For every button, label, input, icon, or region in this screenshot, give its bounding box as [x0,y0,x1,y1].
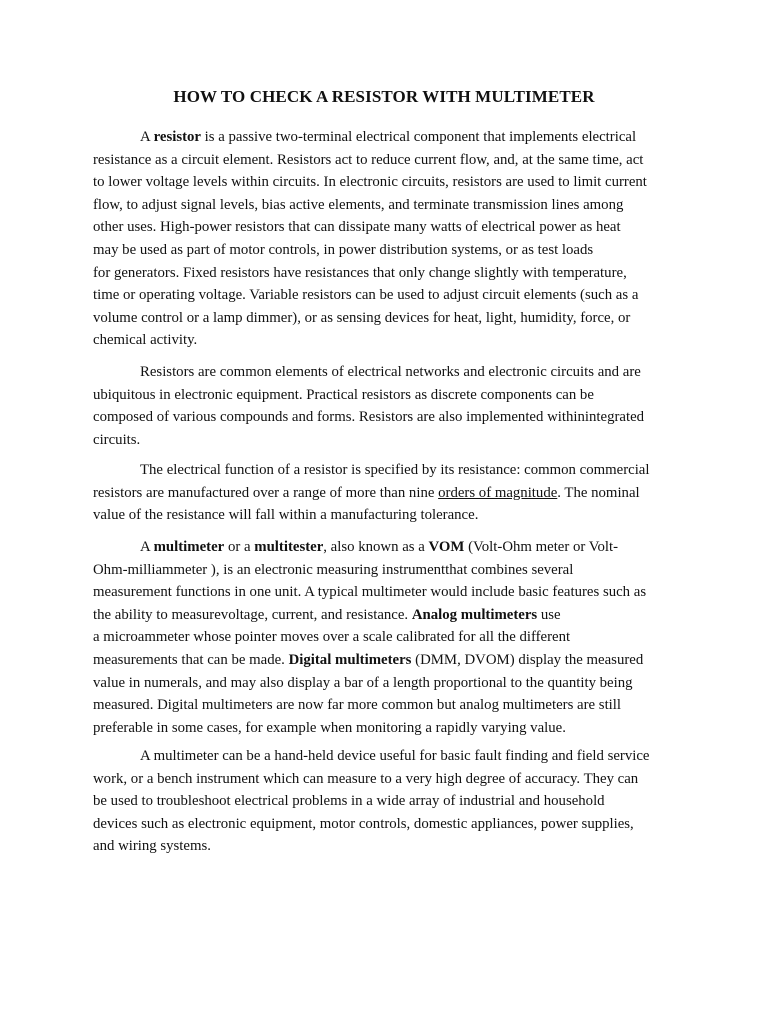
text-line: for generators. Fixed resistors have resistances that only change slightly with temperature, [93,264,627,281]
orders-of-magnitude-link[interactable]: orders of magnitude [438,484,558,501]
text-line: A resistor is a passive two-terminal electrical component that implements electrical [140,129,637,145]
text-line: measured. Digital multimeters are now far more common but analog multimeters are still [93,697,622,714]
bold-term-multitester: multitester [254,539,324,555]
text-line: ubiquitous in electronic equipment. Practical resistors as discrete components can be [93,386,594,403]
paragraph-multimeter-definition [93,536,683,739]
bold-term-analog-multimeters: Analog multimeters [411,606,538,623]
paragraph-multimeter-usage [93,745,683,858]
text-line: chemical activity. [93,332,198,349]
text-line: a microammeter whose pointer moves over a scale calibrated for all the different [93,629,571,646]
text-line: measurements that can be made. Digital multimeters (DMM, DVOM) display the measured [93,651,644,668]
paragraph-resistor-definition [93,126,683,352]
bold-term-digital-multimeters: Digital multimeters [288,651,412,668]
text-line: work, or a bench instrument which can measure to a very high degree of accuracy. They can [93,770,639,787]
text-line: A multimeter or a multitester, also known as a VOM (Volt-Ohm meter or Volt- [140,539,619,555]
bold-term-resistor: resistor [153,129,201,145]
text-line: be used to troubleshoot electrical problems in a wide array of industrial and household [93,793,605,810]
text-line: measurement functions in one unit. A typical multimeter would include basic features such as [93,584,647,601]
paragraph-resistor-usage [93,361,683,451]
bold-term-multimeter: multimeter [153,539,225,555]
text-line: value in numerals, and may also display a bar of a length proportional to the quantity being [93,674,633,691]
text-line: A multimeter can be a hand-held device useful for basic fault finding and field service [140,748,650,764]
text-line: time or operating voltage. Variable resistors can be used to adjust circuit elements (such as a [93,287,639,304]
text-line: composed of various compounds and forms. Resistors are also implemented withinintegrated [93,409,645,426]
text-line: The electrical function of a resistor is specified by its resistance: common commercial [140,462,650,478]
text-line: and wiring systems. [93,838,211,855]
text-line: volume control or a lamp dimmer), or as sensing devices for heat, light, humidity, force, or [93,309,631,326]
text-line: to lower voltage levels within circuits. In electronic circuits, resistors are used to limit current [93,174,647,191]
text-line: may be used as part of motor controls, in power distribution systems, or as test loads [93,241,594,258]
page-title: HOW TO CHECK A RESISTOR WITH MULTIMETER [173,87,595,106]
paragraph-resistor-function [93,459,683,527]
text-line: the ability to measurevoltage, current, and resistance. Analog multimeters use [93,606,561,623]
text-line: preferable in some cases, for example when monitoring a rapidly varying value. [93,719,566,736]
text-line: Resistors are common elements of electrical networks and electronic circuits and are [140,364,641,380]
text-line: other uses. High-power resistors that can dissipate many watts of electrical power as heat [93,219,621,236]
text-line: Ohm-milliammeter ), is an electronic measuring instrumentthat combines several [93,561,574,578]
text-line: circuits. [93,431,141,448]
text-line: devices such as electronic equipment, motor controls, domestic appliances, power supplies, [93,815,634,832]
text-line: value of the resistance will fall within a manufacturing tolerance. [93,507,479,524]
text-line: resistors are manufactured over a range of more than nine orders of magnitude. The nominal [93,484,640,501]
text-line: resistance as a circuit element. Resistors act to reduce current flow, and, at the same time, act [93,151,644,168]
text-line: flow, to adjust signal levels, bias active elements, and terminate transmission lines among [93,196,624,213]
bold-term-vom: VOM [428,539,465,555]
